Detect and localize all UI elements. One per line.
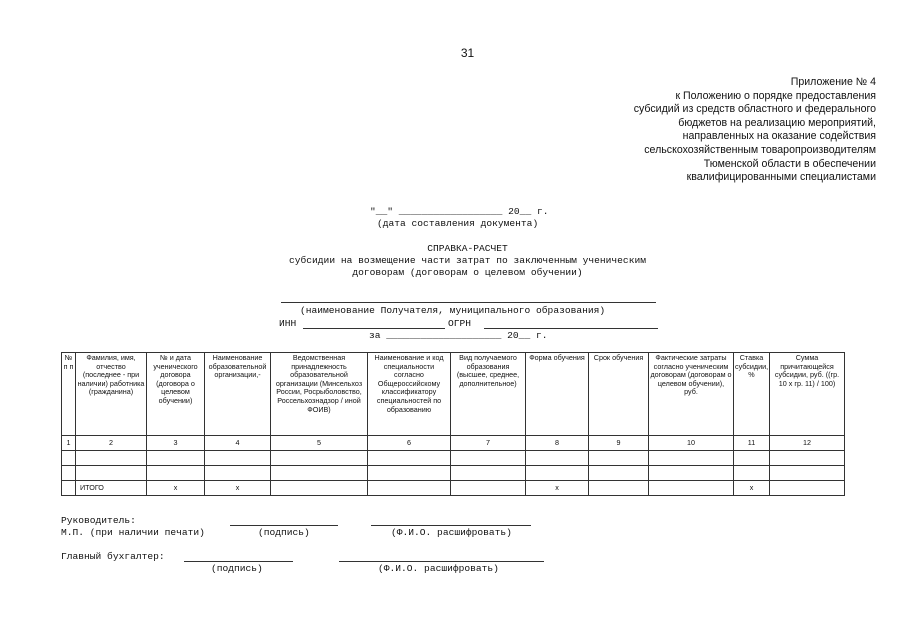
column-number-cell: 2 bbox=[76, 436, 147, 451]
header-cell: Вид получаемого образования (высшее, среднее, дополнительное) bbox=[451, 353, 526, 436]
accountant-label: Главный бухгалтер: bbox=[61, 551, 165, 562]
accountant-signature-caption: (подпись) bbox=[211, 563, 263, 574]
header-cell: Форма обучения bbox=[526, 353, 589, 436]
appendix-line: к Положению о порядке предоставления bbox=[675, 89, 876, 102]
table-cell bbox=[368, 451, 451, 466]
page-number: 31 bbox=[460, 46, 475, 60]
appendix-line: бюджетов на реализацию мероприятий, bbox=[678, 116, 876, 129]
recipient-caption: (наименование Получателя, муниципального образования) bbox=[300, 305, 606, 316]
table-cell bbox=[770, 451, 845, 466]
table-cell bbox=[589, 466, 649, 481]
header-cell: Ведомственная принадлежность образовательной организации (Минсельхоз России, Росрыболовство, Россельхознадзор / иной ФОИВ) bbox=[271, 353, 368, 436]
total-cell: x bbox=[526, 481, 589, 496]
column-number-cell: 7 bbox=[451, 436, 526, 451]
table-cell bbox=[147, 466, 205, 481]
column-number-cell: 11 bbox=[734, 436, 770, 451]
total-cell: x bbox=[205, 481, 271, 496]
table-cell bbox=[271, 466, 368, 481]
appendix-line: субсидий из средств областного и федерального bbox=[633, 103, 876, 116]
header-cell: Наименование и код специальности согласно Общероссийскому классификатору специальностей по образованию bbox=[368, 353, 451, 436]
column-number-cell: 9 bbox=[589, 436, 649, 451]
date-caption: (дата составления документа) bbox=[377, 218, 539, 229]
column-number-cell: 3 bbox=[147, 436, 205, 451]
table-row bbox=[62, 451, 845, 466]
calculation-table bbox=[61, 352, 845, 496]
header-cell: Фамилия, имя, отчество (последнее - при наличии) работника (гражданина) bbox=[76, 353, 147, 436]
appendix-line: Приложение № 4 bbox=[790, 76, 876, 88]
accountant-name-line bbox=[339, 561, 544, 562]
document-subtitle-2: договорам (договорам о целевом обучении) bbox=[352, 267, 583, 278]
table-row bbox=[62, 466, 845, 481]
table-cell bbox=[451, 466, 526, 481]
table-cell bbox=[368, 466, 451, 481]
ogrn-label: ОГРН bbox=[448, 318, 472, 329]
header-cell: Наименование образовательной организации,- bbox=[205, 353, 271, 436]
total-cell bbox=[271, 481, 368, 496]
head-name-caption: (Ф.И.О. расшифровать) bbox=[391, 527, 512, 538]
table-cell bbox=[589, 451, 649, 466]
appendix-line: Тюменской области в обеспечении bbox=[703, 157, 876, 170]
header-cell: № п п bbox=[62, 353, 76, 436]
calculation-table-wrap bbox=[61, 352, 844, 496]
document-title: СПРАВКА-РАСЧЕТ bbox=[427, 243, 508, 254]
table-cell bbox=[76, 451, 147, 466]
header-cell: Фактические затраты согласно ученическим договорам (договорам о целевом обучении), руб. bbox=[649, 353, 734, 436]
appendix-line: направленных на оказание содействия bbox=[682, 130, 876, 143]
table-cell bbox=[451, 451, 526, 466]
table-cell bbox=[147, 451, 205, 466]
stamp-label: М.П. (при наличии печати) bbox=[61, 527, 205, 538]
column-number-cell: 8 bbox=[526, 436, 589, 451]
table-cell bbox=[62, 466, 76, 481]
table-cell bbox=[649, 466, 734, 481]
total-cell: x bbox=[147, 481, 205, 496]
column-number-cell: 10 bbox=[649, 436, 734, 451]
table-cell bbox=[734, 451, 770, 466]
document-subtitle-1: субсидии на возмещение части затрат по заключенным ученическим bbox=[289, 255, 646, 266]
total-cell bbox=[649, 481, 734, 496]
inn-line bbox=[303, 328, 445, 329]
total-cell bbox=[62, 481, 76, 496]
head-signature-caption: (подпись) bbox=[258, 527, 310, 538]
column-number-cell: 6 bbox=[368, 436, 451, 451]
total-cell bbox=[589, 481, 649, 496]
column-number-cell: 12 bbox=[770, 436, 845, 451]
ogrn-line bbox=[484, 328, 658, 329]
header-cell: № и дата ученического договора (договора о целевом обучении) bbox=[147, 353, 205, 436]
table-cell bbox=[76, 466, 147, 481]
total-cell bbox=[770, 481, 845, 496]
total-row bbox=[62, 481, 845, 496]
column-number-cell: 5 bbox=[271, 436, 368, 451]
accountant-signature-line bbox=[184, 561, 293, 562]
header-cell: Ставка субсидии, % bbox=[734, 353, 770, 436]
column-number-cell: 4 bbox=[205, 436, 271, 451]
head-signature-line bbox=[230, 525, 338, 526]
total-cell bbox=[451, 481, 526, 496]
column-number-row bbox=[62, 436, 845, 451]
total-cell: x bbox=[734, 481, 770, 496]
table-cell bbox=[205, 451, 271, 466]
appendix-header bbox=[516, 76, 876, 185]
table-cell bbox=[526, 466, 589, 481]
table-cell bbox=[734, 466, 770, 481]
inn-label: ИНН bbox=[279, 318, 297, 329]
total-cell bbox=[368, 481, 451, 496]
table-cell bbox=[205, 466, 271, 481]
column-number-cell: 1 bbox=[62, 436, 76, 451]
recipient-line bbox=[281, 302, 656, 303]
date-line: "__" __________________ 20__ г. bbox=[370, 206, 549, 217]
header-cell: Сумма причитающейся субсидии, руб. ((гр. 10 x гр. 11) / 100) bbox=[770, 353, 845, 436]
total-label: ИТОГО bbox=[76, 481, 147, 496]
appendix-line: квалифицированными специалистами bbox=[686, 171, 876, 184]
accountant-name-caption: (Ф.И.О. расшифровать) bbox=[378, 563, 499, 574]
head-label: Руководитель: bbox=[61, 515, 136, 526]
table-header-row bbox=[62, 353, 845, 436]
appendix-line: сельскохозяйственным товаропроизводителям bbox=[644, 143, 876, 156]
table-cell bbox=[526, 451, 589, 466]
table-cell bbox=[62, 451, 76, 466]
table-cell bbox=[649, 451, 734, 466]
header-cell: Срок обучения bbox=[589, 353, 649, 436]
head-name-line bbox=[371, 525, 531, 526]
period-line: за ____________________ 20__ г. bbox=[369, 330, 548, 341]
table-cell bbox=[770, 466, 845, 481]
table-cell bbox=[271, 451, 368, 466]
